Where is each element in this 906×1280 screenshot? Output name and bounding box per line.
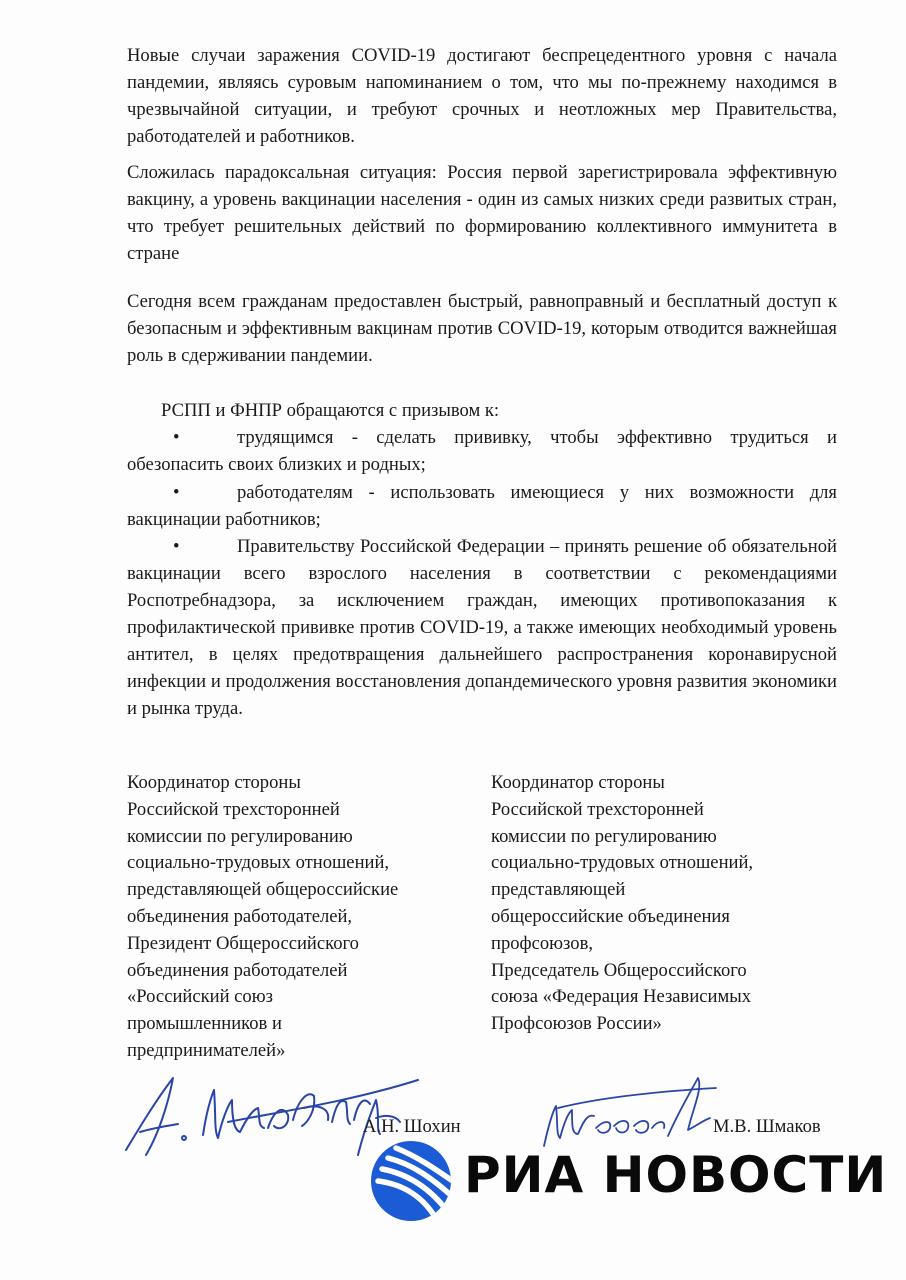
- appeal-intro: РСПП и ФНПР обращаются с призывом к:: [161, 400, 500, 421]
- paragraph-covid-cases: Новые случаи заражения COVID-19 достигают беспрецедентного уровня с начала пандемии, являясь суровым напоминанием о том, что мы по-прежнему находимся в чрезвычайной ситуации, и требуют срочных и неотложных мер Правительства, работодателей и работников.: [127, 45, 837, 147]
- bullet-item-employers: [127, 479, 837, 533]
- signature-title-line: объединения работодателей: [127, 959, 348, 981]
- bullet-text: Правительству Российской Федерации – принять решение об обязательной вакцинации всего взрослого населения в соответствии с рекомендациями Роспотребнадзора, за исключением граждан, имеющих противопоказания к профилактической прививке против COVID-19, а также имеющих необходимый уровень антител, в целях предотвращения дальнейшего распространения коронавирусной инфекции и продолжения восстановления допандемического уровня развития экономики и рынка труда.: [127, 536, 837, 719]
- signature-title-line: Председатель Общероссийского: [491, 959, 747, 981]
- bullet-dot-icon: •: [173, 427, 180, 448]
- signature-title-line: профсоюзов,: [491, 932, 593, 954]
- signature-title-line: представляющей: [491, 879, 626, 901]
- bullet-item-government: [127, 533, 837, 722]
- signature-title-line: предпринимателей»: [127, 1039, 286, 1061]
- bullet-text: трудящимся - сделать прививку, чтобы эффективно трудиться и обезопасить своих близких и родных;: [127, 427, 837, 475]
- bullet-dot-icon: •: [173, 536, 180, 557]
- paragraph-vaccine-access: Сегодня всем гражданам предоставлен быстрый, равноправный и бесплатный доступ к безопасным и эффективным вакцинам против COVID-19, которым отводится важнейшая роль в сдерживании пандемии.: [127, 291, 837, 366]
- signature-title-line: союза «Федерация Независимых: [491, 986, 752, 1008]
- ria-novosti-watermark: [368, 1138, 888, 1224]
- signature-title-line: Российской трехсторонней: [127, 798, 340, 820]
- ria-novosti-logo-text: РИА НОВОСТИ: [464, 1146, 888, 1204]
- signature-title-line: общероссийские объединения: [491, 905, 730, 927]
- signature-block-right: [491, 770, 821, 1038]
- bullet-item-workers: [127, 424, 837, 478]
- signature-title-line: Профсоюзов России»: [491, 1013, 662, 1035]
- signature-title-line: социально-трудовых отношений,: [491, 852, 754, 874]
- signature-title-line: представляющей общероссийские: [127, 879, 399, 901]
- signature-title-line: Координатор стороны: [127, 772, 301, 793]
- signer-name-left: А.Н. Шохин: [363, 1116, 461, 1137]
- bullet-text: работодателям - использовать имеющиеся у них возможности для вакцинации работников;: [127, 482, 837, 530]
- signature-title-line: Президент Общероссийского: [127, 932, 359, 954]
- paragraph-paradox: Сложилась парадоксальная ситуация: Россия первой зарегистрировала эффективную вакцину, а уровень вакцинации населения - один из самых низких среди развитых стран, что требует решительных действий по формированию коллективного иммунитета в стране: [127, 162, 837, 264]
- ria-globe-icon: [368, 1138, 454, 1224]
- signature-block-left: [127, 770, 457, 1065]
- signature-title-line: «Российский союз: [127, 986, 273, 1008]
- signature-title-line: комиссии по регулированию: [491, 825, 717, 847]
- signature-title-line: комиссии по регулированию: [127, 825, 353, 847]
- signature-title-line: объединения работодателей,: [127, 905, 353, 927]
- signature-title-line: Координатор стороны: [491, 772, 665, 793]
- signature-title-line: промышленников и: [127, 1013, 282, 1035]
- signature-title-line: социально-трудовых отношений,: [127, 852, 390, 874]
- signer-name-right: М.В. Шмаков: [713, 1116, 821, 1137]
- signature-title-line: Российской трехсторонней: [491, 798, 704, 820]
- bullet-dot-icon: •: [173, 482, 180, 503]
